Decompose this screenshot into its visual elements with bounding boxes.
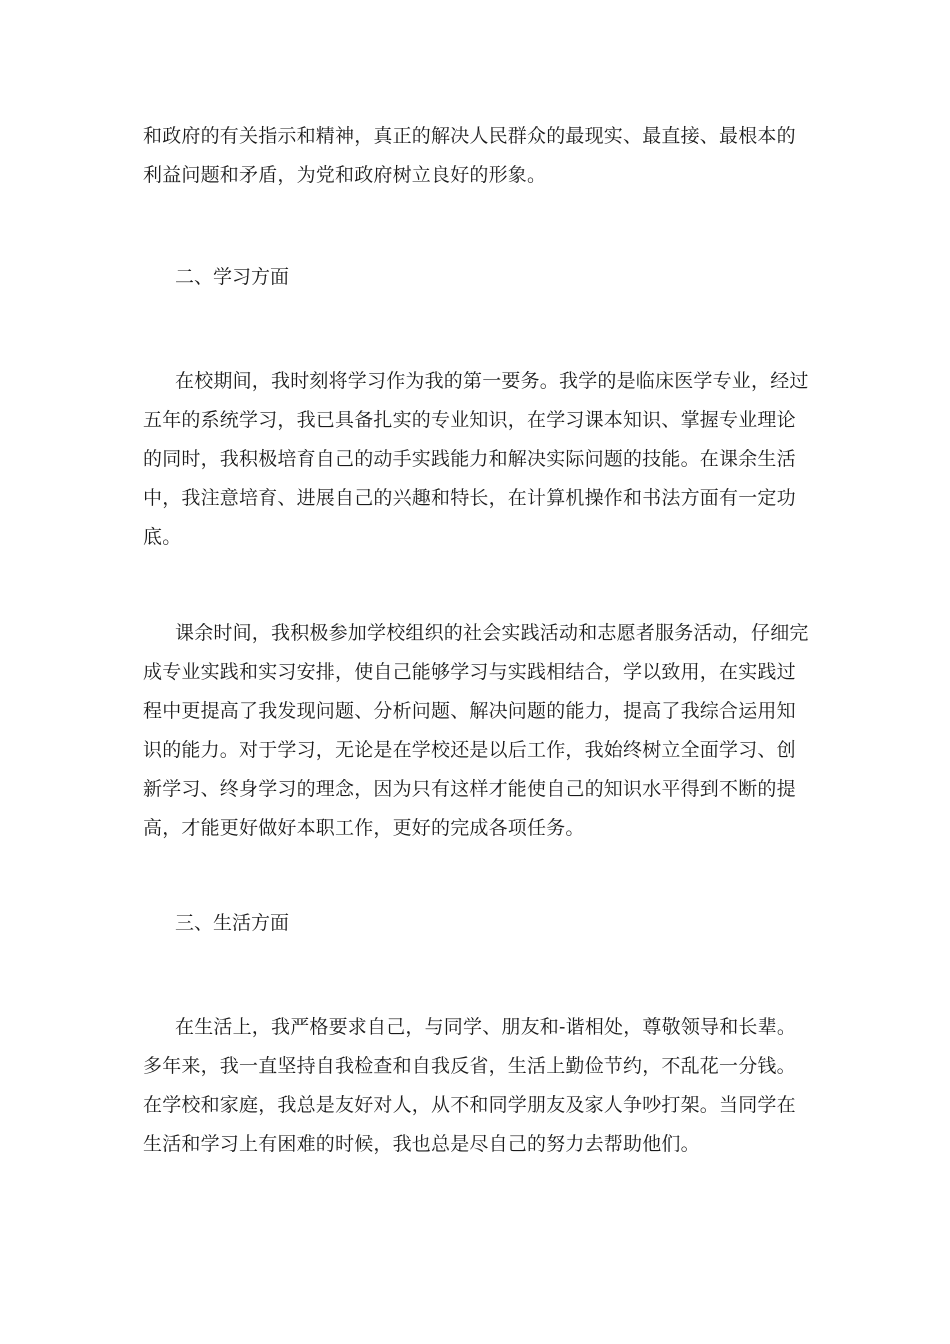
text-line: 在生活上，我严格要求自己，与同学、朋友和-谐相处，尊敬领导和长辈。 [175,1016,797,1038]
text-line: 在学校和家庭，我总是友好对人，从不和同学朋友及家人争吵打架。当同学在 [143,1094,796,1116]
text-line: 新学习、终身学习的理念，因为只有这样才能使自己的知识水平得到不断的提 [143,778,796,800]
text-line: 高，才能更好做好本职工作，更好的完成各项任务。 [143,817,585,839]
text-line: 利益问题和矛盾，为党和政府树立良好的形象。 [143,164,547,186]
text-line: 课余时间，我积极参加学校组织的社会实践活动和志愿者服务活动，仔细完 [175,622,809,644]
text-line: 程中更提高了我发现问题、分析问题、解决问题的能力，提高了我综合运用知 [143,700,796,722]
text-line: 识的能力。对于学习，无论是在学校还是以后工作，我始终树立全面学习、创 [143,739,796,761]
text-line: 和政府的有关指示和精神，真正的解决人民群众的最现实、最直接、最根本的 [143,125,796,147]
paragraph-intro-tail [143,117,803,195]
text-line: 中，我注意培育、进展自己的兴趣和特长，在计算机操作和书法方面有一定功 [143,487,796,509]
text-line: 底。 [143,526,182,548]
text-line: 五年的系统学习，我已具备扎实的专业知识，在学习课本知识、掌握专业理论 [143,409,796,431]
paragraph-study-1 [143,362,809,557]
text-line: 生活和学习上有困难的时候，我也总是尽自己的努力去帮助他们。 [143,1133,700,1155]
paragraph-study-2 [143,614,809,848]
text-line: 多年来，我一直坚持自我检查和自我反省，生活上勤俭节约，不乱花一分钱。 [143,1055,796,1077]
text-line: 在校期间，我时刻将学习作为我的第一要务。我学的是临床医学专业，经过 [175,370,809,392]
section-heading-study: 二、学习方面 [175,266,290,288]
paragraph-life-1 [143,1008,803,1164]
section-heading-life: 三、生活方面 [175,912,290,934]
text-line: 成专业实践和实习安排，使自己能够学习与实践相结合，学以致用，在实践过 [143,661,796,683]
text-line: 的同时，我积极培育自己的动手实践能力和解决实际问题的技能。在课余生活 [143,448,796,470]
